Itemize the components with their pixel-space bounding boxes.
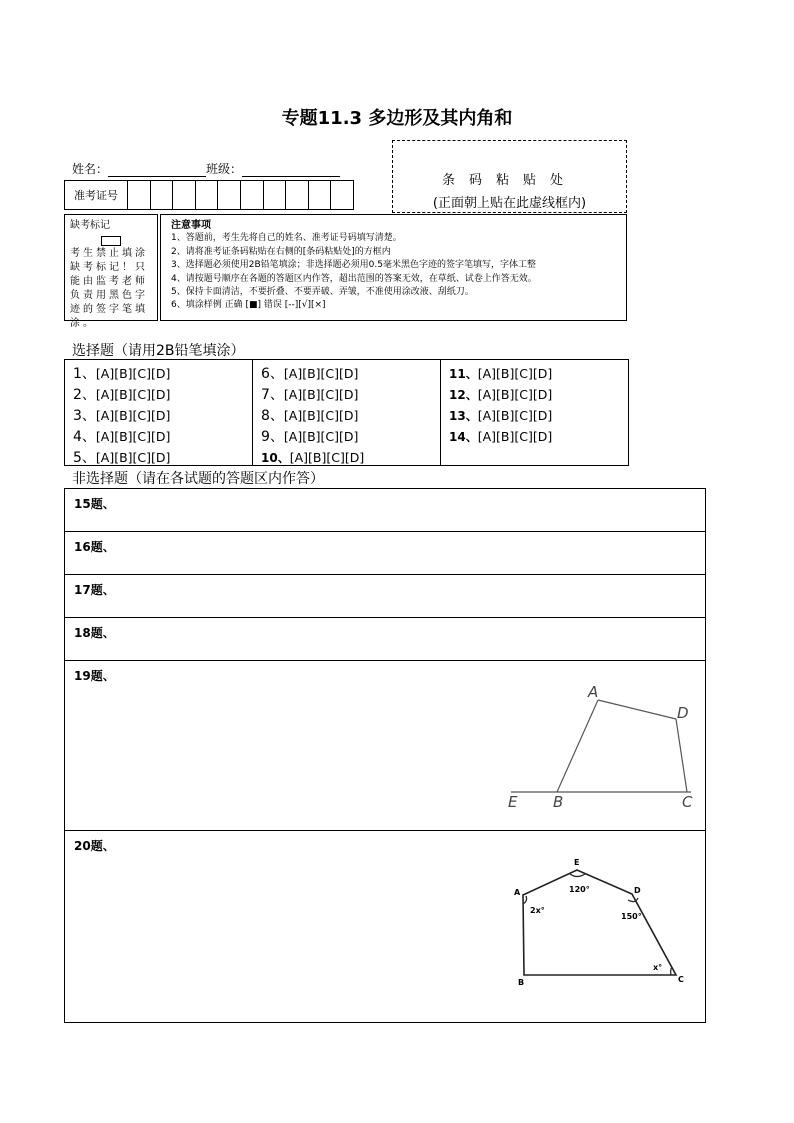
exam-id-label: 准考证号 xyxy=(65,181,128,209)
class-field[interactable] xyxy=(242,164,340,177)
question-label: 16题、 xyxy=(74,540,115,554)
choice-question[interactable]: 7、[A][B][C][D] xyxy=(261,387,359,403)
vertex-label-a: A xyxy=(514,888,521,897)
absent-text: 考生禁止填涂缺考标记！只能由监考老师负责用黑色字迹的签字笔填涂。 xyxy=(70,248,148,329)
pentagon-figure xyxy=(495,856,695,986)
page-title: 专题11.3 多边形及其内角和 xyxy=(281,108,513,129)
name-label: 姓名： xyxy=(72,162,109,176)
exam-id-cell[interactable] xyxy=(331,181,353,209)
vertex-label-d: D xyxy=(677,704,689,722)
question-label: 17题、 xyxy=(74,583,115,597)
absent-mark-box xyxy=(64,214,158,329)
notice-item: 6、填涂样例 正确 [■] 错误 [--][√][×] xyxy=(171,300,326,311)
exam-id-cell[interactable] xyxy=(309,181,332,209)
angle-label-e: 120° xyxy=(569,885,590,894)
question-label: 18题、 xyxy=(74,626,115,640)
question-label: 15题、 xyxy=(74,497,115,511)
barcode-title: 条码粘贴处 xyxy=(441,173,577,188)
exam-id-cell[interactable] xyxy=(173,181,196,209)
name-field[interactable] xyxy=(108,164,206,177)
barcode-area xyxy=(392,140,627,213)
exam-id-cell[interactable] xyxy=(286,181,309,209)
vertex-label-e: E xyxy=(574,858,580,867)
exam-id-cell[interactable] xyxy=(151,181,174,209)
choice-grid xyxy=(64,359,629,466)
notice-item: 5、保持卡面清洁，不要折叠、不要弄破、弄皱，不准使用涂改液、刮纸刀。 xyxy=(171,287,474,298)
choice-question[interactable]: 1、[A][B][C][D] xyxy=(73,366,171,382)
exam-id-cell[interactable] xyxy=(128,181,151,209)
answer-section-title: 非选择题（请在各试题的答题区内作答） xyxy=(72,471,324,487)
notice-title: 注意事项 xyxy=(171,220,211,231)
notice-box xyxy=(160,214,627,321)
class-label: 班级： xyxy=(206,162,243,176)
choice-question[interactable]: 3、[A][B][C][D] xyxy=(73,408,171,424)
choice-question[interactable]: 5、[A][B][C][D] xyxy=(73,450,171,466)
exam-id-box xyxy=(64,180,354,210)
choice-section-title: 选择题（请用2B铅笔填涂） xyxy=(72,343,245,359)
choice-column xyxy=(65,360,253,465)
absent-checkbox[interactable] xyxy=(101,236,121,246)
answer-box-17[interactable] xyxy=(65,575,705,618)
answer-box-20[interactable] xyxy=(65,831,705,1022)
answer-box-15[interactable] xyxy=(65,489,705,532)
answer-box-16[interactable] xyxy=(65,532,705,575)
exam-id-cell[interactable] xyxy=(196,181,219,209)
answer-box-19[interactable] xyxy=(65,661,705,831)
absent-label: 缺考标记 xyxy=(70,220,110,231)
choice-question[interactable]: 12、[A][B][C][D] xyxy=(449,387,553,402)
exam-id-cell[interactable] xyxy=(264,181,287,209)
choice-question[interactable]: 8、[A][B][C][D] xyxy=(261,408,359,424)
notice-item: 2、请将准考证条码粘贴在右侧的[条码粘贴处]的方框内 xyxy=(171,246,391,257)
vertex-label-b: B xyxy=(518,978,525,987)
angle-label-a: 2x° xyxy=(530,906,545,915)
choice-question[interactable]: 9、[A][B][C][D] xyxy=(261,429,359,445)
exam-id-cell[interactable] xyxy=(241,181,264,209)
notice-item: 4、请按题号顺序在各题的答题区内作答，超出范围的答案无效，在草纸、试卷上作答无效。 xyxy=(171,273,537,284)
notice-item: 3、选择题必须使用2B铅笔填涂；非选择题必须用0.5毫米黑色字迹的签字笔填写，字体工整 xyxy=(171,260,536,271)
choice-question[interactable]: 11、[A][B][C][D] xyxy=(449,366,553,381)
choice-question[interactable]: 4、[A][B][C][D] xyxy=(73,429,171,445)
choice-question[interactable]: 10、[A][B][C][D] xyxy=(261,450,365,465)
vertex-label-e: E xyxy=(508,793,518,811)
vertex-label-a: A xyxy=(588,683,599,701)
choice-column xyxy=(253,360,441,465)
exam-id-cell[interactable] xyxy=(218,181,241,209)
choice-question[interactable]: 14、[A][B][C][D] xyxy=(449,429,553,444)
notice-item: 1、答题前，考生先将自己的姓名、准考证号码填写清楚。 xyxy=(171,233,402,244)
choice-column xyxy=(441,360,628,465)
angle-label-c: x° xyxy=(653,963,663,972)
choice-question[interactable]: 2、[A][B][C][D] xyxy=(73,387,171,403)
quadrilateral-figure xyxy=(495,681,705,811)
vertex-label-c: C xyxy=(682,793,693,811)
answer-box-18[interactable] xyxy=(65,618,705,661)
choice-question[interactable]: 13、[A][B][C][D] xyxy=(449,408,553,423)
question-label: 20题、 xyxy=(74,839,115,853)
vertex-label-d: D xyxy=(634,886,641,895)
name-class-row xyxy=(72,160,340,177)
vertex-label-c: C xyxy=(678,975,684,984)
question-label: 19题、 xyxy=(74,669,115,683)
barcode-hint: (正面朝上贴在此虚线框内) xyxy=(432,196,587,211)
answer-area xyxy=(64,488,706,1023)
angle-label-d: 150° xyxy=(621,912,642,921)
choice-question[interactable]: 6、[A][B][C][D] xyxy=(261,366,359,382)
vertex-label-b: B xyxy=(553,793,564,811)
